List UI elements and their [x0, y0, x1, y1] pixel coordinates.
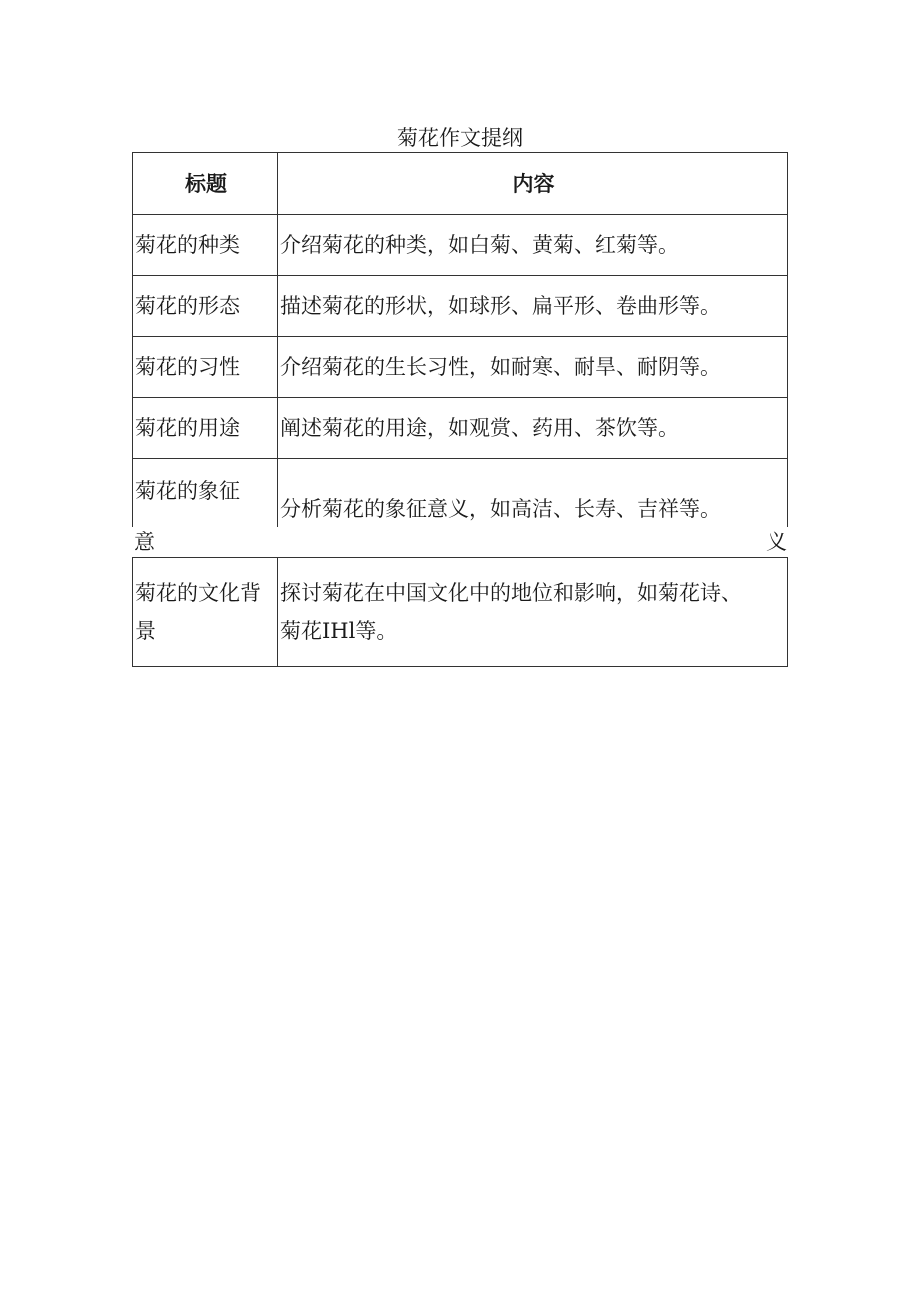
outline-table: [132, 152, 788, 527]
heading-overflow-text: 意: [134, 530, 155, 554]
row-overflow-line: [132, 528, 787, 556]
row-heading: 菊花的形态: [133, 276, 278, 337]
header-content: 内容: [278, 153, 788, 215]
table-row: [133, 337, 788, 398]
row-heading: 菊花的用途: [133, 398, 278, 459]
table-row: [133, 276, 788, 337]
table-row: [133, 215, 788, 276]
row-content: 阐述菊花的用途，如观赏、药用、茶饮等。: [278, 398, 788, 459]
document-title: 菊花作文提纲: [397, 126, 523, 150]
row-heading: [133, 459, 278, 528]
row-heading: 菊花的文化背景: [133, 558, 278, 667]
row-content: [278, 459, 788, 528]
row-heading-text: 菊花的象征: [135, 479, 240, 503]
outline-table-continued: [132, 557, 788, 667]
row-content: 介绍菊花的种类，如白菊、黄菊、红菊等。: [278, 215, 788, 276]
row-content-text: 分析菊花的象征意义，如高洁、长寿、吉祥等。: [280, 497, 721, 521]
row-heading: 菊花的习性: [133, 337, 278, 398]
row-content: 介绍菊花的生长习性，如耐寒、耐旱、耐阴等。: [278, 337, 788, 398]
table-row: [133, 459, 788, 528]
row-content: 探讨菊花在中国文化中的地位和影响，如菊花诗、菊花IHl等。: [278, 558, 788, 667]
table-row: [133, 398, 788, 459]
content-overflow-text: 义: [766, 530, 787, 554]
table-header-row: [133, 153, 788, 215]
row-content: 描述菊花的形状，如球形、扁平形、卷曲形等。: [278, 276, 788, 337]
row-heading: 菊花的种类: [133, 215, 278, 276]
header-heading: 标题: [133, 153, 278, 215]
table-row: [133, 558, 788, 667]
